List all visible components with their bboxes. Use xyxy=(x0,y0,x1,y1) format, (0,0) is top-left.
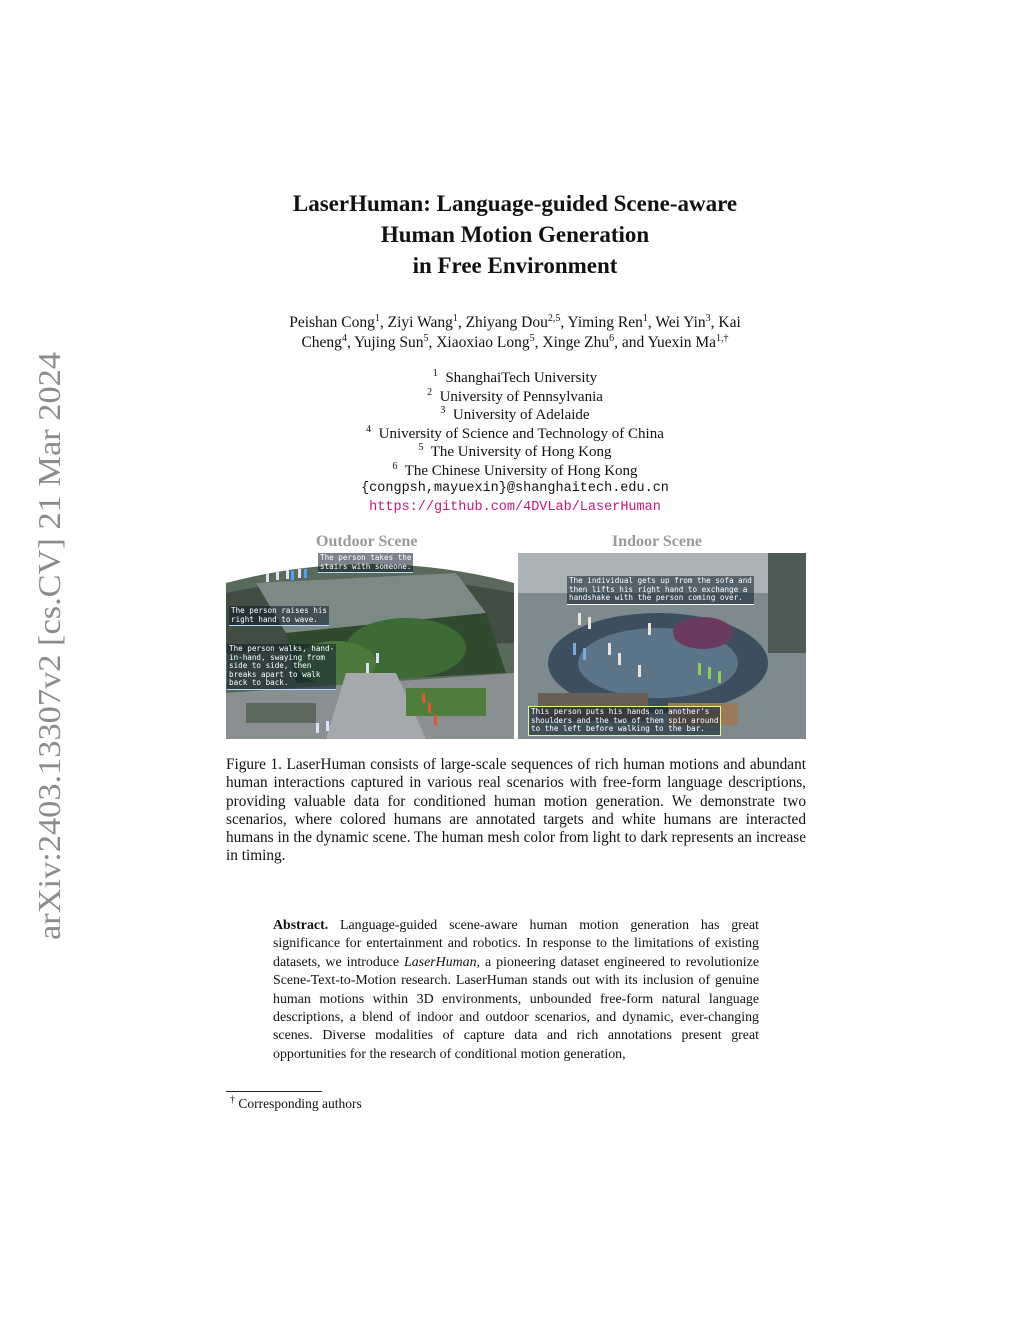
indoor-scene-label: Indoor Scene xyxy=(612,533,702,550)
affiliation-item: $^2$ University of Pennsylvania xyxy=(427,386,603,405)
contact-email: {congpsh,mayuexin}@shanghaitech.edu.cn xyxy=(361,481,669,496)
paper-title xyxy=(200,188,830,281)
title-line-3: in Free Environment xyxy=(412,253,618,278)
author-list xyxy=(220,313,810,353)
outdoor-annotation-stairs: The person takes the stairs with someone. xyxy=(318,553,413,573)
abstract xyxy=(273,917,759,1064)
abstract-text-1: Language-guided scene-aware human motion generation has great significance for entertainment and robotics. In response to the limitations of existing datasets, we introduce xyxy=(273,918,759,970)
author-name: Yuexin Ma xyxy=(647,334,717,351)
author-affil-sup: 4 xyxy=(341,332,347,344)
author-affil-sup: 2,5 xyxy=(547,312,561,324)
author-affil-sup: 1 xyxy=(452,312,458,324)
indoor-annotation-handshake: The individual gets up from the sofa and then lifts his right hand to exchange a handshake with the person coming over. xyxy=(567,576,754,605)
author-affil-sup: 6 xyxy=(609,332,615,344)
outdoor-annotation-wave: The person raises his right hand to wave. xyxy=(229,606,329,626)
author-name: Cheng xyxy=(301,334,342,351)
affiliation-item: $^3$ University of Adelaide xyxy=(440,405,590,423)
author-affil-sup: 1 xyxy=(374,312,380,324)
title-line-1: LaserHuman: Language-guided Scene-aware xyxy=(292,191,738,216)
author-affil-sup: 3 xyxy=(705,312,711,324)
arxiv-identifier-text: arXiv:2403.13307v2 [cs.CV] 21 Mar 2024 xyxy=(31,392,67,940)
outdoor-scene-label: Outdoor Scene xyxy=(316,533,418,550)
affiliations xyxy=(300,369,730,517)
affiliation-item: $^1$ ShanghaiTech University xyxy=(432,368,598,386)
affiliation-item: $^6$ The Chinese University of Hong Kong xyxy=(392,460,638,479)
author-affil-sup: 1 xyxy=(642,312,648,324)
footnote-rule xyxy=(226,1091,322,1092)
outdoor-scene-image xyxy=(226,553,514,739)
author-name: Ziyi Wang xyxy=(387,314,453,331)
author-name: Yujing Sun xyxy=(354,334,424,351)
github-link[interactable]: https://github.com/4DVLab/LaserHuman xyxy=(369,499,661,515)
abstract-heading: Abstract. xyxy=(273,918,329,933)
author-name: Xiaoxiao Long xyxy=(436,334,530,351)
author-name: Yiming Ren xyxy=(567,314,643,331)
footnote-text: Corresponding authors xyxy=(238,1096,362,1111)
title-line-2: Human Motion Generation xyxy=(380,222,650,247)
author-affil-sup: 5 xyxy=(529,332,535,344)
author-name: Zhiyang Dou xyxy=(465,314,548,331)
author-line-1: Peishan Cong$^1$, Ziyi Wang$^1$, Zhiyang Dou$^{2,5}$, Yiming Ren$^1$, Wei Yin$^3$, Kai xyxy=(289,312,741,331)
outdoor-annotation-walk: The person walks, hand- in-hand, swaying from side to side, then breaks apart to walk back to back. xyxy=(227,644,336,690)
dataset-name: LaserHuman xyxy=(404,954,477,970)
figure-1 xyxy=(226,533,806,739)
abstract-text-2: , a pioneering dataset engineered to revolutionize Scene-Text-to-Motion research. LaserHuman stands out with its inclusion of genuine human motions within 3D environments, unbounded free-form natural language descriptions, a blend of indoor and outdoor scenarios, and dynamic, ever-changing scenes. Diverse modalities of capture data and rich annotations present great opportunities for the research of conditional motion generation, xyxy=(273,954,759,1062)
figure-caption: Figure 1. LaserHuman consists of large-scale sequences of rich human motions and abundant human interactions captured in various real scenarios with free-form language descriptions, providing valuable data for conditioned human motion generation. We demonstrate two scenarios, where colored humans are annotated targets and white humans are interacted humans in the dynamic scene. The human mesh color from light to dark represents an increase in timing. xyxy=(226,756,806,865)
author-affil-sup: 5 xyxy=(423,332,429,344)
author-name: Wei Yin xyxy=(655,314,706,331)
affiliation-item: $^5$ The University of Hong Kong xyxy=(418,442,612,460)
author-affil-sup: 1,† xyxy=(716,332,729,344)
indoor-annotation-spin: This person puts his hands on another's shoulders and the two of them spin around to the left before walking to the bar. xyxy=(528,706,721,736)
footnote-mark: † xyxy=(230,1094,235,1106)
footnote xyxy=(230,1096,362,1112)
affiliation-item: $^4$ University of Science and Technology of China xyxy=(366,423,664,442)
author-line-2: Cheng$^4$, Yujing Sun$^5$, Xiaoxiao Long$^5$, Xinge Zhu$^6$, and Yuexin $Ma^{1,\dagger}$ xyxy=(301,332,729,351)
arxiv-identifier xyxy=(22,350,72,950)
indoor-scene-image xyxy=(518,553,806,739)
author-name: Xinge Zhu xyxy=(542,334,610,351)
author-name: Peishan Cong xyxy=(289,314,375,331)
